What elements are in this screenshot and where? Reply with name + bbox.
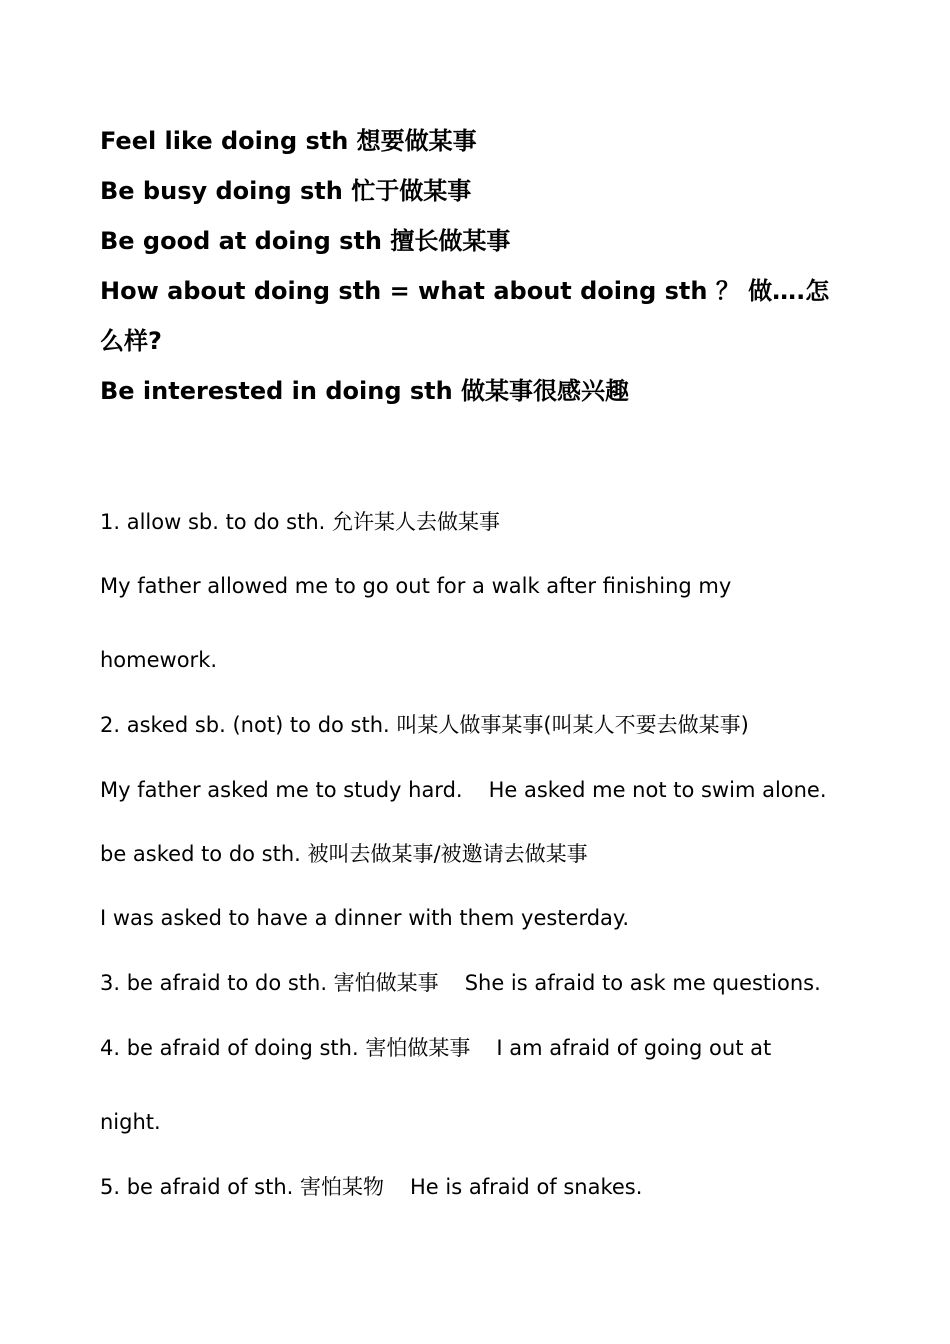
phrase-feel-like: Feel like doing sth 想要做某事	[100, 127, 477, 155]
phrase-be-interested-in: Be interested in doing sth 做某事很感兴趣	[100, 377, 630, 405]
entry-1-example-line-1: My father allowed me to go out for a walk after finishing my	[100, 574, 732, 598]
entry-2-example-b: He asked me not to swim alone.	[488, 778, 827, 802]
phrase-be-busy: Be busy doing sth 忙于做某事	[100, 177, 472, 205]
entry-4-example-line-2: night.	[100, 1110, 161, 1134]
entry-4-example-line-1: I am afraid of going out at	[496, 1036, 772, 1060]
entry-5-example: He is afraid of snakes.	[410, 1175, 643, 1199]
entry-2-title: 2. asked sb. (not) to do sth. 叫某人做事某事(叫某人不要去做某事)	[100, 713, 749, 737]
entry-2-examples	[100, 775, 827, 805]
phrase-be-good-at: Be good at doing sth 擅长做某事	[100, 227, 511, 255]
entry-2-passive-example: I was asked to have a dinner with them yesterday.	[100, 906, 630, 930]
entry-3-example: She is afraid to ask me questions.	[464, 971, 821, 995]
entry-3	[100, 968, 821, 998]
entry-4-title: 4. be afraid of doing sth. 害怕做某事	[100, 1036, 471, 1060]
entry-3-title: 3. be afraid to do sth. 害怕做某事	[100, 971, 439, 995]
entry-1-example-line-2: homework.	[100, 648, 218, 672]
entry-2-example-a: My father asked me to study hard.	[100, 778, 463, 802]
entry-5-title: 5. be afraid of sth. 害怕某物	[100, 1175, 384, 1199]
entry-4	[100, 1033, 771, 1063]
phrase-how-about: How about doing sth = what about doing sth ？ 做….怎么样?	[100, 277, 830, 355]
entry-5	[100, 1172, 642, 1202]
phrase-list	[100, 116, 840, 416]
entry-1-title: 1. allow sb. to do sth. 允许某人去做某事	[100, 510, 501, 534]
entry-2-passive: be asked to do sth. 被叫去做某事/被邀请去做某事	[100, 842, 588, 866]
